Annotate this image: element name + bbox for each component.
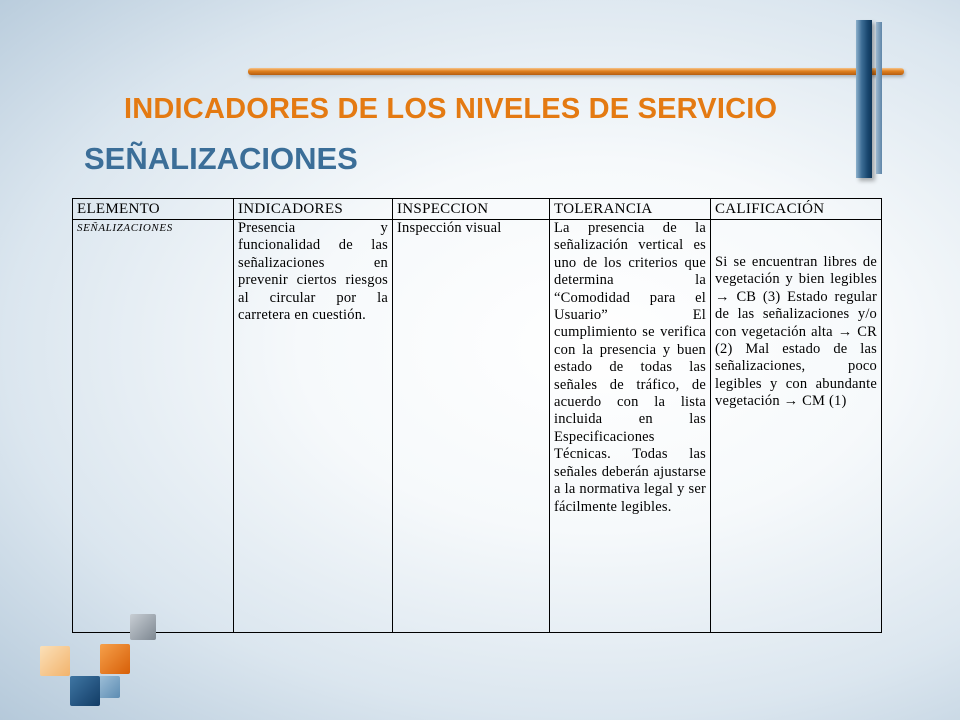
header-elemento: ELEMENTO — [73, 199, 234, 220]
inspeccion-text: Inspección visual — [397, 220, 502, 236]
decor-square-peach — [40, 646, 70, 676]
calificacion-cm-text: Mal estado de las señalizaciones, poco legibles y con abundante vegetación — [715, 341, 877, 410]
cell-tolerancia — [550, 220, 711, 633]
blue-vertical-bar — [856, 20, 872, 178]
cell-calificacion — [711, 220, 882, 633]
calificacion-cm-label: CM (1) — [802, 393, 847, 410]
slide-title: INDICADORES DE LOS NIVELES DE SERVICIO — [124, 93, 778, 125]
header-inspeccion: INSPECCION — [393, 199, 550, 220]
calificacion-cr-label: CR (2) — [715, 323, 878, 358]
table-row — [73, 220, 882, 633]
cell-indicadores — [234, 220, 393, 633]
service-indicators-table — [72, 198, 882, 633]
header-calificacion: CALIFICACIÓN — [711, 199, 882, 220]
header-tolerancia: TOLERANCIA — [550, 199, 711, 220]
decor-square-lightblue — [98, 676, 120, 698]
calificacion-cr-text: Estado regular de las señalizaciones y/o con vegetación alta — [715, 288, 878, 340]
calificacion-cb-text: Si se encuentran libres de vegetación y bien legibles — [715, 254, 877, 288]
decor-square-orange — [100, 644, 130, 674]
blue-vertical-bar-shadow — [876, 22, 882, 174]
cell-inspeccion — [393, 220, 550, 633]
orange-horizontal-bar — [248, 68, 904, 75]
calificacion-text — [715, 220, 877, 411]
arrow-right-icon: → — [783, 393, 799, 410]
arrow-right-icon: → — [837, 323, 853, 340]
elemento-text: SEÑALIZACIONES — [77, 222, 173, 234]
indicadores-text: Presencia y funcionalidad de las señalizaciones en prevenir ciertos riesgos al circular por la carretera en cuestión. — [238, 220, 388, 324]
header-indicadores: INDICADORES — [234, 199, 393, 220]
calificacion-cb-label: CB (3) — [736, 288, 781, 305]
cell-elemento — [73, 220, 234, 633]
tolerancia-text: La presencia de la señalización vertical es uno de los criterios que determina la “Comodidad para el Usuario” El cumplimiento se verifica con la presencia y buen estado de todas las señales de tráfico, de acuerdo con la lista incluida en las Especificaciones Técnicas. Todas las señales deberán ajustarse a la normativa legal y ser fácilmente legibles. — [554, 220, 706, 515]
table-header-row — [73, 199, 882, 220]
slide-subtitle: SEÑALIZACIONES — [84, 141, 358, 176]
arrow-right-icon: → — [715, 288, 730, 305]
decor-square-blue — [70, 676, 100, 706]
decor-square-gray — [130, 614, 156, 640]
